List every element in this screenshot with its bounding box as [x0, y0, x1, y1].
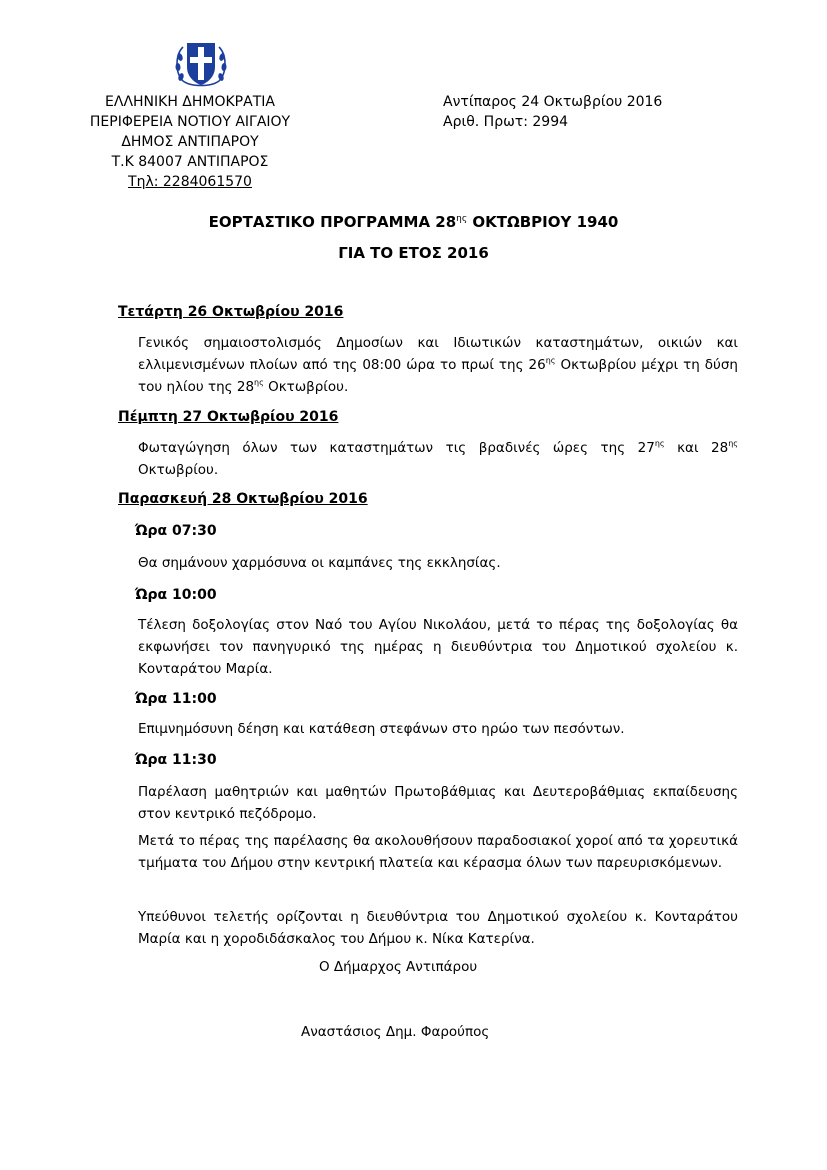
event-text-0730: Θα σημάνουν χαρμόσυνα οι καμπάνες της εκκλησίας. [138, 555, 501, 571]
event-text-1130-organizers: Υπεύθυνοι τελετής ορίζονται η διευθύντρια του Δημοτικού σχολείου κ. Κονταράτου Μαρία και η χοροδιδάσκαλος του Δήμου κ. Νίκα Κατερίνα. [138, 909, 738, 947]
signatory-role: Ο Δήμαρχος Αντιπάρου [319, 959, 478, 975]
time-0730: Ώρα 07:30 [135, 523, 217, 539]
time-1130: Ώρα 11:30 [135, 752, 217, 768]
issuer-line-1: ΕΛΛΗΝΙΚΗ ΔΗΜΟΚΡΑΤΙΑ [105, 94, 275, 110]
event-text-1100: Επιμνημόσυνη δέηση και κατάθεση στεφάνων στο ηρώο των πεσόντων. [138, 721, 625, 737]
wednesday-text: Γενικός σημαιοστολισμός Δημοσίων και Ιδιωτικών καταστημάτων, οικιών και ελλιμενισμένων πλοίων από της 08:00 ώρα το πρωί της $26^{\eta\varsigma}$ Οκτωβρίου μέχρι τη δύση του ηλίου της $28^{\eta\varsigma}$ Οκτωβρίου. [138, 335, 738, 395]
signatory-name: Αναστάσιος Δημ. Φαρούπος [301, 1024, 490, 1040]
event-text-1130-dances: Μετά το πέρας της παρέλασης θα ακολουθήσουν παραδοσιακοί χοροί από τα χορευτικά τμήματα του Δήμου στην κεντρική πλατεία και κέρασμα όλων των παρευρισκόμενων. [138, 833, 738, 871]
document-meta [443, 92, 662, 132]
protocol-number: Αριθ. Πρωτ: 2994 [443, 114, 569, 130]
day-heading-friday: Παρασκευή 28 Οκτωβρίου 2016 [118, 491, 368, 507]
page-subtitle: ΓΙΑ ΤΟ ΕΤΟΣ 2016 [338, 244, 489, 262]
day-heading-wednesday: Τετάρτη 26 Οκτωβρίου 2016 [118, 304, 344, 320]
thursday-text: Φωταγώγηση όλων των καταστημάτων τις βραδινές ώρες της $27^{\eta\varsigma}$ και $28^{\eta\varsigma}$ Οκτωβρίου. [138, 439, 738, 478]
issuer-line-2: ΠΕΡΙΦΕΡΕΙΑ ΝΟΤΙΟΥ ΑΙΓΑΙΟΥ [89, 114, 291, 130]
issuer-phone: Τηλ: 2284061570 [128, 174, 252, 190]
event-text-1130-parade: Παρέλαση μαθητριών και μαθητών Πρωτοβάθμιας και Δευτεροβάθμιας εκπαίδευσης στον κεντρικό πεζόδρομο. [138, 784, 738, 822]
issuer-line-3: ΔΗΜΟΣ ΑΝΤΙΠΑΡΟΥ [121, 134, 259, 150]
event-text-1000: Τέλεση δοξολογίας στον Ναό του Αγίου Νικολάου, μετά το πέρας της δοξολογίας θα εκφωνήσει τον πανηγυρικό της ημέρας η διευθύντρια του Δημοτικού σχολείου κ. Κονταράτου Μαρία. [138, 617, 738, 677]
time-1000: Ώρα 10:00 [135, 587, 217, 603]
page-title: ΕΟΡΤΑΣΤΙΚΟ ΠΡΟΓΡΑΜΜΑ $28^{\eta\varsigma}$ ΟΚΤΩΒΡΙΟΥ 1940 [208, 213, 619, 231]
issuer-block [70, 92, 310, 192]
coat-of-arms-icon [173, 37, 229, 91]
day-heading-thursday: Πέμπτη 27 Οκτωβρίου 2016 [118, 409, 339, 425]
document-date: Αντίπαρος 24 Οκτωβρίου 2016 [443, 94, 663, 110]
issuer-line-4: Τ.Κ 84007 ΑΝΤΙΠΑΡΟΣ [111, 154, 269, 170]
time-1100: Ώρα 11:00 [135, 691, 217, 707]
